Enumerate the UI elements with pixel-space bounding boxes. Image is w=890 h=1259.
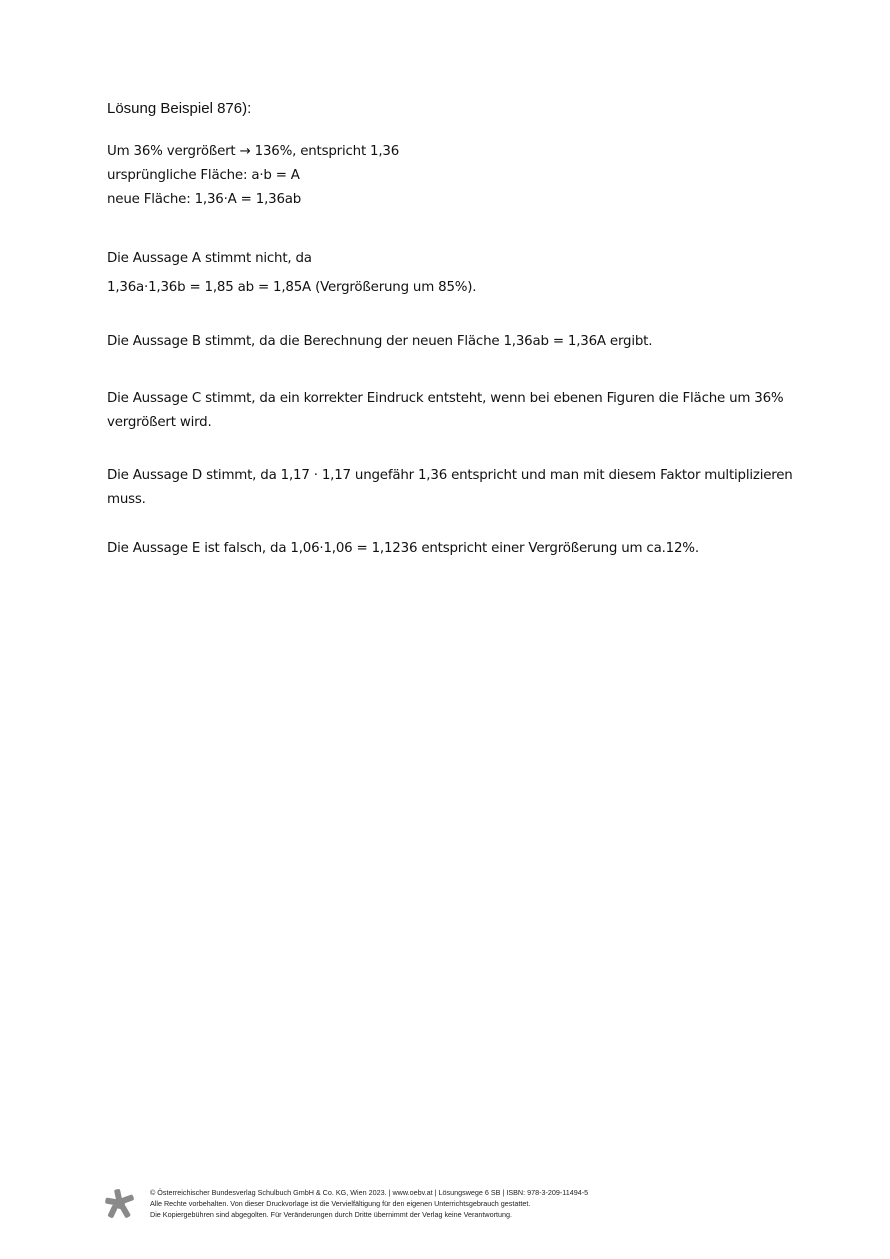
intro-line-percent: Um 36% vergrößert → 136%, entspricht 1,36	[107, 144, 400, 159]
statement-d-block	[107, 464, 807, 512]
statement-b-text: Die Aussage B stimmt, da die Berechnung der neuen Fläche 1,36ab = 1,36A ergibt.	[107, 334, 653, 349]
statement-e-text: Die Aussage E ist falsch, da 1,06·1,06 = 1,1236 entspricht einer Vergrößerung um ca.12%.	[107, 541, 699, 556]
footer-text	[150, 1187, 588, 1220]
intro-block	[107, 140, 807, 212]
publisher-logo-icon	[104, 1188, 136, 1220]
statement-c-line2: vergrößert wird.	[107, 415, 212, 430]
statement-a-line2: 1,36a·1,36b = 1,85 ab = 1,85A (Vergrößerung um 85%).	[107, 280, 477, 295]
intro-line-new-area: neue Fläche: 1,36·A = 1,36ab	[107, 192, 302, 207]
statement-a-line1: Die Aussage A stimmt nicht, da	[107, 251, 312, 266]
statement-d-line2: muss.	[107, 492, 146, 507]
intro-line-original-area: ursprüngliche Fläche: a·b = A	[107, 168, 300, 183]
page-footer	[104, 1187, 664, 1227]
footer-copyright-line: © Österreichischer Bundesverlag Schulbuch GmbH & Co. KG, Wien 2023. | www.oebv.at | Lösungswege 6 SB | ISBN: 978-3-209-11494-5	[150, 1188, 589, 1197]
footer-fees-line: Die Kopiergebühren sind abgegolten. Für Veränderungen durch Dritte übernimmt der Verlag keine Verantwortung.	[150, 1210, 512, 1219]
statement-e-block	[107, 537, 807, 561]
statement-b-block	[107, 330, 807, 354]
statement-a-block	[107, 244, 807, 302]
statement-c-line1: Die Aussage C stimmt, da ein korrekter Eindruck entsteht, wenn bei ebenen Figuren die Fläche um 36%	[107, 391, 784, 406]
footer-rights-line: Alle Rechte vorbehalten. Von dieser Druckvorlage ist die Vervielfältigung für den eigenen Unterrichtsgebrauch gestattet.	[150, 1199, 531, 1208]
statement-d-line1: Die Aussage D stimmt, da 1,17 · 1,17 ungefähr 1,36 entspricht und man mit diesem Faktor multiplizieren	[107, 468, 793, 483]
solution-heading: Lösung Beispiel 876):	[107, 100, 252, 117]
statement-c-block	[107, 387, 807, 435]
